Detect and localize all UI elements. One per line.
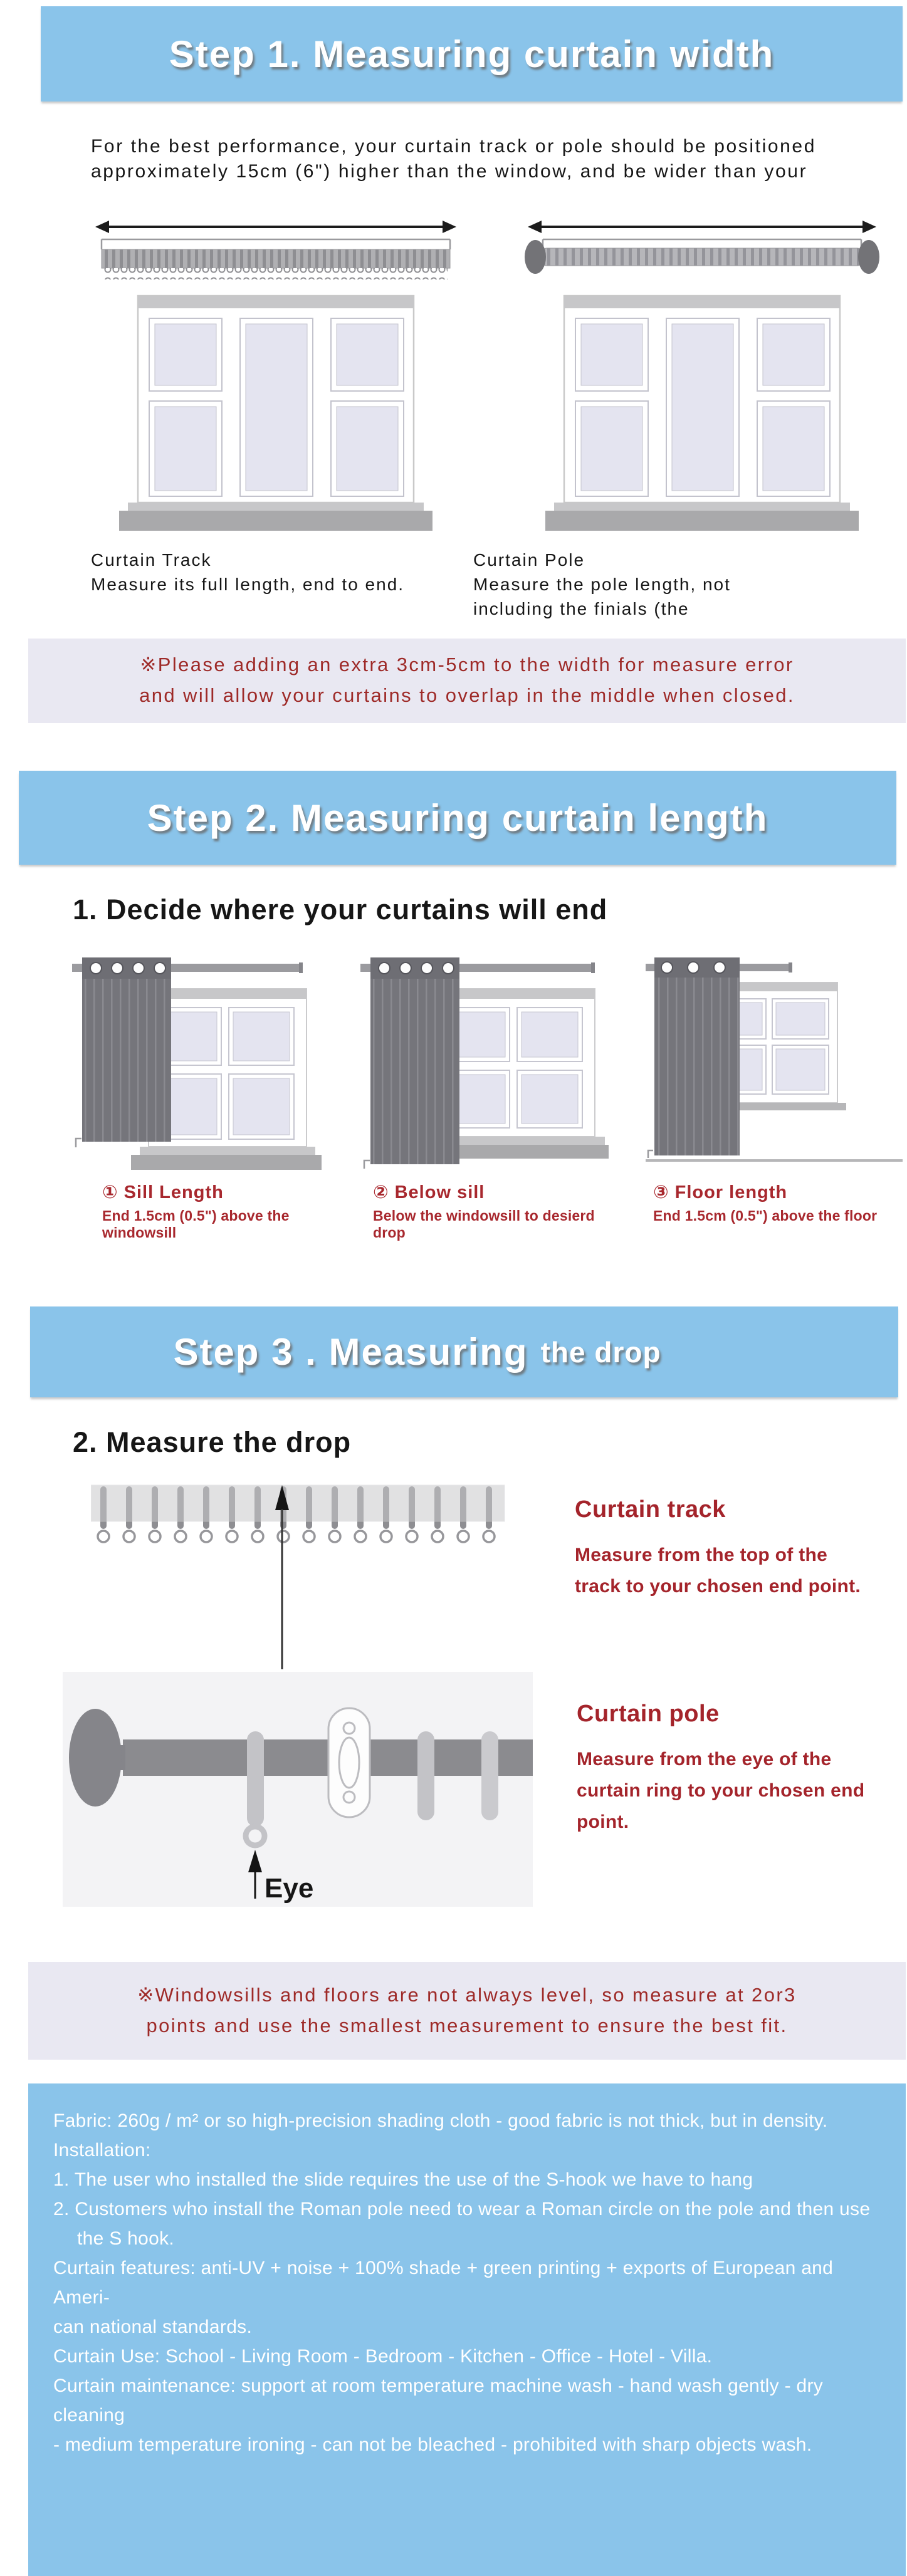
- track-drop-illustration: [91, 1484, 555, 1672]
- track-desc: Measure from the top of the track to your chosen end point.: [575, 1545, 861, 1597]
- option-desc: Below the windowsill to desierd drop: [373, 1207, 595, 1241]
- option-label: ③ Floor length: [653, 1182, 788, 1202]
- option-desc: End 1.5cm (0.5") above the floor: [653, 1207, 878, 1224]
- info-line: the S hook.: [77, 2228, 175, 2249]
- option-caption: [646, 1181, 903, 1224]
- step1-diagrams: [88, 208, 907, 534]
- option-below-sill: [360, 954, 617, 1241]
- option-floor-length: [646, 954, 903, 1241]
- step1-captions: [91, 548, 907, 621]
- note-line: ※Please adding an extra 3cm-5cm to the width for measure error: [140, 654, 794, 675]
- option-sill-length: [72, 954, 329, 1241]
- track-bar: [91, 1485, 505, 1521]
- curtain-ring-with-eye: [246, 1731, 265, 1845]
- finial-left: [525, 240, 546, 274]
- note-line: points and use the smallest measurement to ensure the best fit.: [146, 2015, 788, 2036]
- option-label: ② Below sill: [373, 1182, 485, 1202]
- gap-bracket: [364, 1160, 370, 1169]
- caption-line: Measure its full length, end to end.: [91, 575, 405, 594]
- width-arrow-icon: [528, 221, 876, 233]
- step3-banner-title: Step 3 . Measuring: [173, 1331, 528, 1373]
- gap-bracket: [648, 1150, 653, 1158]
- caption-line: including the finials (the: [473, 599, 689, 618]
- curtain-measuring-guide: [0, 6, 907, 2576]
- info-line: 2. Customers who install the Roman pole need to wear a Roman circle on the pole and then use: [53, 2199, 871, 2219]
- curtain-pole-icon: [525, 240, 879, 274]
- finial-icon: [69, 1709, 122, 1807]
- intro-line: approximately 15cm (6") higher than the window, and be wider than your: [91, 161, 808, 182]
- curtain-pole-diagram: [520, 208, 884, 534]
- wall-bracket-icon: [328, 1708, 370, 1817]
- curtain-track-caption: [91, 548, 445, 621]
- curtain-track-instructions: [575, 1496, 861, 1672]
- curtain-panel-icon: [82, 957, 171, 1142]
- measure-bracket: [102, 239, 450, 249]
- curtain-pole-instructions: [577, 1701, 864, 1907]
- below-sill-illustration: [360, 954, 617, 1170]
- step3-banner: [30, 1306, 898, 1397]
- curtain-length-options: [72, 954, 907, 1241]
- step3-banner-subtitle: the drop: [540, 1335, 661, 1369]
- step1-intro: [91, 134, 907, 184]
- measure-pole-section: [63, 1672, 907, 1907]
- option-desc: End 1.5cm (0.5") above the windowsill: [102, 1207, 290, 1241]
- option-caption: [360, 1181, 617, 1241]
- intro-line: For the best performance, your curtain track or pole should be positioned: [91, 136, 816, 157]
- info-line: - medium temperature ironing - can not be bleached - prohibited with sharp objects wash.: [53, 2434, 812, 2455]
- info-line: Curtain Use: School - Living Room - Bedroom - Kitchen - Office - Hotel - Villa.: [53, 2346, 713, 2367]
- sill-length-illustration: [72, 954, 329, 1170]
- step2-banner-title: Step 2. Measuring curtain length: [147, 796, 768, 839]
- info-line: Curtain maintenance: support at room temperature machine wash - hand wash gently - dry cleaning: [53, 2375, 824, 2426]
- step2-heading: 1. Decide where your curtains will end: [73, 894, 608, 926]
- pole-drop-illustration: [63, 1672, 533, 1907]
- window-illustration: [545, 296, 859, 531]
- curtain-ring: [417, 1731, 434, 1820]
- info-line: Fabric: 260g / m² or so high-precision shading cloth - good fabric is not thick, but in density.: [53, 2110, 828, 2131]
- window-sill: [140, 1147, 315, 1155]
- product-info-panel: [28, 2083, 906, 2576]
- note-line: and will allow your curtains to overlap in the middle when closed.: [139, 684, 795, 706]
- option-caption: [72, 1181, 329, 1241]
- gap-bracket: [76, 1139, 81, 1147]
- measure-track-section: [91, 1484, 907, 1672]
- window-illustration: [119, 296, 433, 531]
- step2-banner: [19, 771, 896, 865]
- width-arrow-icon: [95, 221, 456, 233]
- curtain-pole-caption: [473, 548, 731, 621]
- caption-title: Curtain Track: [91, 550, 212, 570]
- step3-heading: 2. Measure the drop: [73, 1426, 352, 1458]
- caption-line: Measure the pole length, not: [473, 575, 731, 594]
- eye-label: Eye: [265, 1873, 314, 1904]
- caption-title: Curtain Pole: [473, 550, 585, 570]
- info-line: Curtain features: anti-UV + noise + 100% shade + green printing + exports of European and Ameri-: [53, 2258, 834, 2308]
- window-sill-slab: [131, 1155, 322, 1170]
- curtain-track-icon: [102, 249, 450, 279]
- level-measure-note: [28, 1962, 906, 2060]
- info-line: Installation:: [53, 2140, 151, 2161]
- step1-banner: [41, 6, 903, 102]
- window-sill-slab: [119, 511, 433, 531]
- window-sill: [128, 503, 424, 511]
- window-sill: [554, 503, 850, 511]
- pole-title: Curtain pole: [577, 1701, 720, 1727]
- window-sill-slab: [545, 511, 859, 531]
- curtain-panel-icon: [370, 957, 459, 1164]
- window-panes: [149, 318, 404, 496]
- floor-line: [646, 1159, 903, 1162]
- step1-banner-title: Step 1. Measuring curtain width: [169, 33, 775, 75]
- window-panes: [575, 318, 830, 496]
- curtain-ring: [481, 1731, 498, 1820]
- curtain-panel-icon: [654, 957, 740, 1155]
- note-line: ※Windowsills and floors are not always level, so measure at 2or3: [137, 1984, 797, 2006]
- info-line: can national standards.: [53, 2317, 253, 2337]
- info-line: 1. The user who installed the slide requires the use of the S-hook we have to hang: [53, 2169, 753, 2190]
- track-title: Curtain track: [575, 1496, 726, 1523]
- pole-desc: Measure from the eye of the curtain ring to your chosen end point.: [577, 1749, 865, 1832]
- width-measure-note: [28, 639, 906, 723]
- floor-length-illustration: [646, 954, 903, 1170]
- curtain-track-diagram: [88, 208, 464, 534]
- option-label: ① Sill Length: [102, 1182, 224, 1202]
- finial-right: [858, 240, 879, 274]
